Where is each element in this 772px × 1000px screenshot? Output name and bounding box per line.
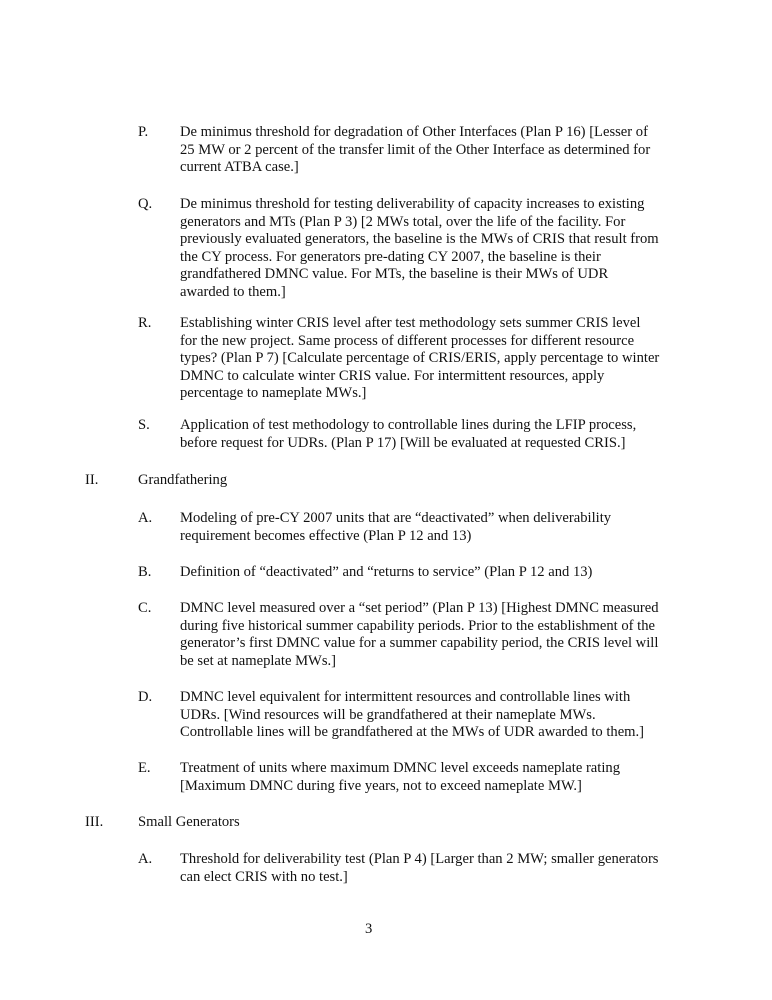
item-letter: P. [138,124,149,140]
section-title: Grandfathering [138,472,228,488]
item-letter: B. [138,564,152,580]
item-text: De minimus threshold for testing deliverability of capacity increases to existing generators and MTs (Plan P 3) [2 MWs total, over the life of the facility. For previously evaluated generators, the baseline is the MWs of CRIS that result from the CY process. For generators pre-dating CY 2007, the baseline is their grandfathered DMNC value. For MTs, the baseline is their MWs of UDR awarded to them.] [180,196,659,300]
section-numeral: II. [85,472,99,488]
item-text: Establishing winter CRIS level after test methodology sets summer CRIS level for the new project. Same process of different processes for different resource types? (Plan P 7) [Calculate percentage of CRIS/ERIS, apply percentage to winter DMNC to calculate winter CRIS value. For intermittent resources, apply percentage to nameplate MWs.] [180,315,660,402]
item-letter: A. [138,510,153,526]
item-text: DMNC level equivalent for intermittent resources and controllable lines with UDRs. [Wind resources will be grandfathered at their nameplate MWs. Controllable lines will be grandfathered at the MWs of UDR awarded to them.] [180,689,645,741]
section-title: Small Generators [138,814,240,830]
item-letter: Q. [138,196,153,212]
item-letter: D. [138,689,153,705]
item-text: DMNC level measured over a “set period” (Plan P 13) [Highest DMNC measured during five historical summer capability periods. Prior to the establishment of the generator’s first DMNC value for a summer capability period, the CRIS level will be set at nameplate MWs.] [180,600,659,669]
item-letter: E. [138,760,151,776]
page-number: 3 [365,921,373,937]
item-text: De minimus threshold for degradation of Other Interfaces (Plan P 16) [Lesser of 25 MW or 2 percent of the transfer limit of the Other Interface as determined for current ATBA case.] [180,124,651,176]
item-text: Modeling of pre-CY 2007 units that are “deactivated” when deliverability requirement becomes effective (Plan P 12 and 13) [180,510,612,544]
item-text: Application of test methodology to controllable lines during the LFIP process, before request for UDRs. (Plan P 17) [Will be evaluated at requested CRIS.] [180,417,637,451]
item-letter: S. [138,417,150,433]
section-numeral: III. [85,814,104,830]
item-letter: C. [138,600,152,616]
item-text: Threshold for deliverability test (Plan P 4) [Larger than 2 MW; smaller generators can elect CRIS with no test.] [180,851,659,885]
item-letter: R. [138,315,152,331]
item-letter: A. [138,851,153,867]
item-text: Definition of “deactivated” and “returns to service” (Plan P 12 and 13) [180,564,593,580]
item-text: Treatment of units where maximum DMNC level exceeds nameplate rating [Maximum DMNC during five years, not to exceed nameplate MW.] [180,760,620,794]
